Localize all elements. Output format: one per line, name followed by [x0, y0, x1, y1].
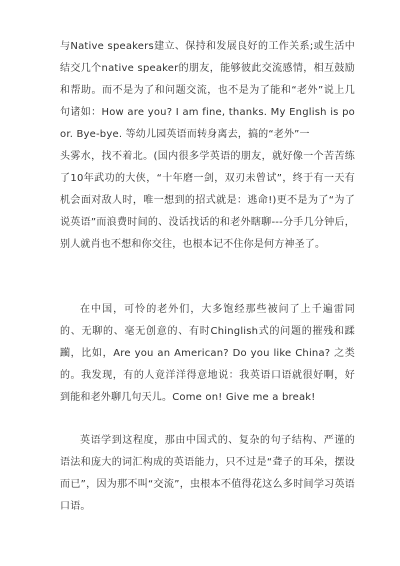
paragraph-2: 头雾水，找不着北。(国内很多学英语的朋友，就好像一个苦苦练了10年武功的大侠，“十年磨一剑，双刃未曾试”，终于有一天有机会面对敌人时，唯一想到的招式就是：逃命!)更不是为了“为了说英语”而浪费时间的、没话找话的和老外瞎聊---分手几分钟后，别人就肖也不想和你交往，也根本记不住你是何方神圣了。: [60, 151, 355, 250]
paragraph-1: 与Native speakers建立、保持和发展良好的工作关系;或生活中结交几个native speaker的朋友，能够彼此交流感情，相互鼓励和帮助。而不是为了和问题交流，也不是为了能和“老外”说上几句诸如：How are you? I am fine, thanks. My English is poor. Bye-bye. 等幼儿园英语而转身离去，搞的“老外”一: [60, 41, 355, 140]
paragraph-4: 英语学到这程度，那由中国式的、复杂的句子结构、严谨的语法和庞大的词汇构成的英语能力，只不过是“聋子的耳朵，摆设而已”，因为那不叫“交流”，虫根本不值得花这么多时间学习英语口语。: [60, 435, 355, 512]
paragraph-3: 在中国，可怜的老外们，大多饱经那些被问了上千遍雷同的、无聊的、毫无创意的、有时Chinglish式的问题的摧残和蹂躏，比如，Are you an American? Do you like China? 之类的。我发现，有的人竟洋洋得意地说：我英语口语就很好啊，好到能和老外聊几句天儿。Come on! Give me a break!: [60, 304, 355, 403]
